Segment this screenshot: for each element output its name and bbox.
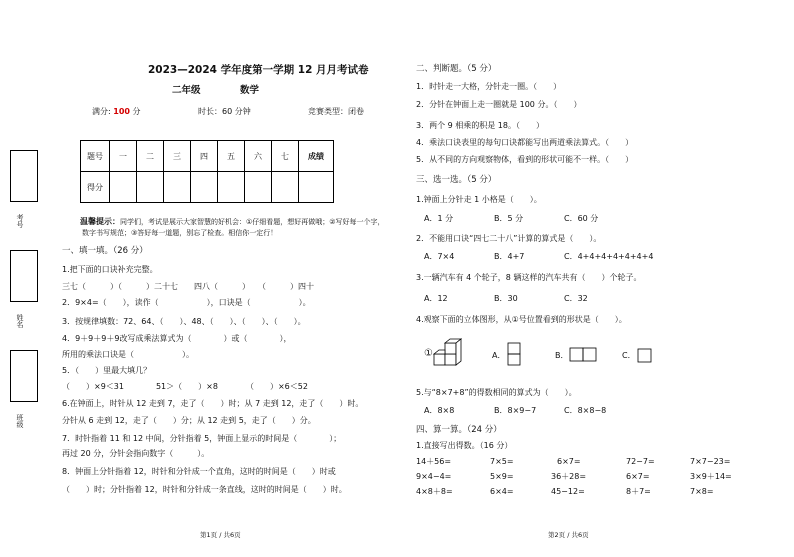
score-table-header: 题号	[81, 141, 110, 172]
score-row-label: 得分	[81, 172, 110, 203]
choice-5: 5.与“8×7+8”的得数相同的算式为（ ）。	[416, 388, 577, 397]
calc-item: 45−12=	[551, 487, 585, 496]
tip-line-1	[80, 216, 385, 228]
question-5: 5．（ ）里最大填几？	[62, 366, 152, 375]
score-cell[interactable]	[272, 172, 299, 203]
page-footer-left: 第1页 / 共6页	[200, 531, 241, 539]
judge-5: 5．从不同的方向观察物体，看到的形状可能不一样。（ ）	[416, 155, 634, 164]
calc-item: 6×7=	[557, 457, 581, 466]
class-label: 班级	[16, 414, 24, 428]
choice-2-option-b[interactable]: B．4+7	[494, 252, 525, 261]
tip-text-2: 数字书写规范；③答好每一道题，别忘了检查。相信你一定行！	[82, 229, 278, 237]
question-4-line-2: 所用的乘法口诀是（ ）。	[62, 350, 194, 359]
choice-2-option-c[interactable]: C．4+4+4+4+4+4+4	[564, 252, 654, 261]
full-score-label: 满分:	[92, 107, 111, 116]
question-2: 2．9×4=（ ），读作（ ），口诀是（ ）。	[62, 298, 311, 307]
calc-item: 36＋28=	[551, 472, 587, 481]
section-2-title: 二、判断题。（5 分）	[416, 64, 497, 74]
exam-type-label: 竞赛类型：闭卷	[308, 107, 364, 116]
choice-4: 4.观察下面的立体图形，从①号位置看到的形状是（ ）。	[416, 315, 627, 324]
choice-5-option-c[interactable]: C．8×8−8	[564, 406, 607, 415]
score-cell[interactable]	[164, 172, 191, 203]
calc-item: 6×7=	[626, 472, 650, 481]
question-7-line-2: 再过 20 分，分针会指向数字（ ）。	[62, 449, 210, 458]
calc-item: 9×4−4=	[416, 472, 452, 481]
position-marker: ①	[424, 348, 433, 359]
question-6-line-2: 分针从 6 走到 12，走了（ ）分；从 12 走到 5，走了（ ）分。	[62, 416, 316, 425]
shape-single-square	[637, 348, 652, 363]
score-cell[interactable]	[191, 172, 218, 203]
question-8: 8．钟面上分针指着 12，时针和分针成一个直角，这时的时间是（ ）时或	[62, 467, 336, 476]
score-table-header: 七	[272, 141, 299, 172]
name-label: 姓名	[16, 314, 24, 328]
exam-number-box[interactable]	[10, 150, 38, 202]
calc-item: 3×9＋14=	[690, 472, 732, 481]
score-table-header: 二	[137, 141, 164, 172]
score-cell[interactable]	[110, 172, 137, 203]
calc-item: 72−7=	[626, 457, 655, 466]
exam-number-label: 考号	[16, 214, 24, 228]
calc-item: 5×9=	[490, 472, 514, 481]
choice-1-option-c[interactable]: C．60 分	[564, 214, 599, 223]
question-1: 1.把下面的口诀补充完整。	[62, 265, 158, 274]
choice-2: 2．不能用口诀“四七二十八”计算的算式是（ ）。	[416, 234, 602, 243]
judge-4: 4．乘法口诀表里的每句口诀都能写出两道乘法算式。（ ）	[416, 138, 634, 147]
solid-figure	[432, 338, 468, 368]
grade-label: 二年级	[172, 85, 201, 96]
score-table-header: 三	[164, 141, 191, 172]
subject-label: 数学	[240, 85, 260, 96]
page-title: 2023—2024 学年度第一学期 12 月月考试卷	[148, 64, 369, 76]
choice-4-option-a[interactable]: A．	[492, 351, 506, 360]
shape-vertical-two-squares	[507, 342, 521, 366]
score-table-header: 四	[191, 141, 218, 172]
question-5-blanks: （ ）×9＜31 51＞（ ）×8 （ ）×6＜52	[62, 382, 308, 391]
score-cell[interactable]	[299, 172, 334, 203]
judge-1: 1．时针走一大格，分针走一圈。（ ）	[416, 82, 562, 91]
judge-2: 2．分针在钟面上走一圈就是 100 分。（ ）	[416, 100, 582, 109]
full-score-unit: 分	[132, 107, 141, 116]
tip-text-1: 同学们，考试是展示大家智慧的好机会：①仔细看题，想好再做哦；②写好每一个字，	[120, 218, 385, 226]
score-cell[interactable]	[245, 172, 272, 203]
choice-5-option-a[interactable]: A．8×8	[424, 406, 455, 415]
calc-item: 7×8=	[690, 487, 714, 496]
calc-item: 7×5=	[490, 457, 514, 466]
shape-horizontal-two-squares	[569, 347, 597, 362]
calc-item: 6×4=	[490, 487, 514, 496]
calc-item: 7×7−23=	[690, 457, 731, 466]
score-table-header: 六	[245, 141, 272, 172]
question-7: 7．时针指着 11 和 12 中间，分针指着 5，钟面上显示的时间是（ ）；	[62, 434, 342, 443]
choice-4-option-c[interactable]: C．	[622, 351, 636, 360]
score-table-header: 成绩	[299, 141, 334, 172]
choice-3-option-c[interactable]: C．32	[564, 294, 588, 303]
score-cell[interactable]	[137, 172, 164, 203]
choice-1-option-b[interactable]: B．5 分	[494, 214, 524, 223]
question-8-line-2: （ ）时；分针指着 12，时针和分针成一条直线，这时的时间是（ ）时。	[62, 485, 347, 494]
score-table-header: 五	[218, 141, 245, 172]
score-cell[interactable]	[218, 172, 245, 203]
question-3: 3．按规律填数：72、64、（ ）、48、（ ）、（ ）、（ ）。	[62, 317, 306, 326]
class-box[interactable]	[10, 350, 38, 402]
tip-title: 温馨提示：	[80, 217, 120, 226]
score-table	[80, 140, 334, 203]
choice-3-option-b[interactable]: B．30	[494, 294, 518, 303]
calc-item: 8＋7=	[626, 487, 651, 496]
choice-3-option-a[interactable]: A．12	[424, 294, 448, 303]
choice-4-option-b[interactable]: B．	[555, 351, 569, 360]
section-1-title: 一、填一填。（26 分）	[62, 246, 148, 256]
score-table-header: 一	[110, 141, 137, 172]
choice-1: 1.钟面上分针走 1 小格是（ ）。	[416, 195, 542, 204]
name-box[interactable]	[10, 250, 38, 302]
question-6: 6.在钟面上，时针从 12 走到 7，走了（ ）时；从 7 走到 12，走了（ ）时。	[62, 399, 364, 408]
section-3-title: 三、选一选。（5 分）	[416, 175, 497, 185]
cubes-drawing	[432, 338, 468, 368]
full-score	[92, 107, 141, 117]
duration-label: 时长：60 分钟	[198, 107, 251, 116]
score-table-score-row	[81, 172, 334, 203]
choice-2-option-a[interactable]: A．7×4	[424, 252, 455, 261]
question-1-blanks: 三七（ ）（ ）二十七 四八（ ） （ ）四十	[62, 282, 314, 291]
section-4-title: 四、算一算。（24 分）	[416, 425, 502, 435]
calc-item: 4×8＋8=	[416, 487, 453, 496]
choice-3: 3.一辆汽车有 4 个轮子，8 辆这样的汽车共有（ ）个轮子。	[416, 273, 642, 282]
calc-item: 14＋56=	[416, 457, 452, 466]
judge-3: 3．两个 9 相乘的积是 18。（ ）	[416, 121, 544, 130]
choice-1-option-a[interactable]: A．1 分	[424, 214, 454, 223]
question-4: 4．9＋9＋9＋9改写成乘法算式为（ ）或（ ），	[62, 334, 292, 343]
full-score-value: 100	[113, 107, 130, 116]
choice-5-option-b[interactable]: B．8×9−7	[494, 406, 537, 415]
score-table-header-row	[81, 141, 334, 172]
page-footer-right: 第2页 / 共6页	[548, 531, 589, 539]
calc-subtitle: 1.直接写出得数。（16 分）	[416, 441, 513, 450]
